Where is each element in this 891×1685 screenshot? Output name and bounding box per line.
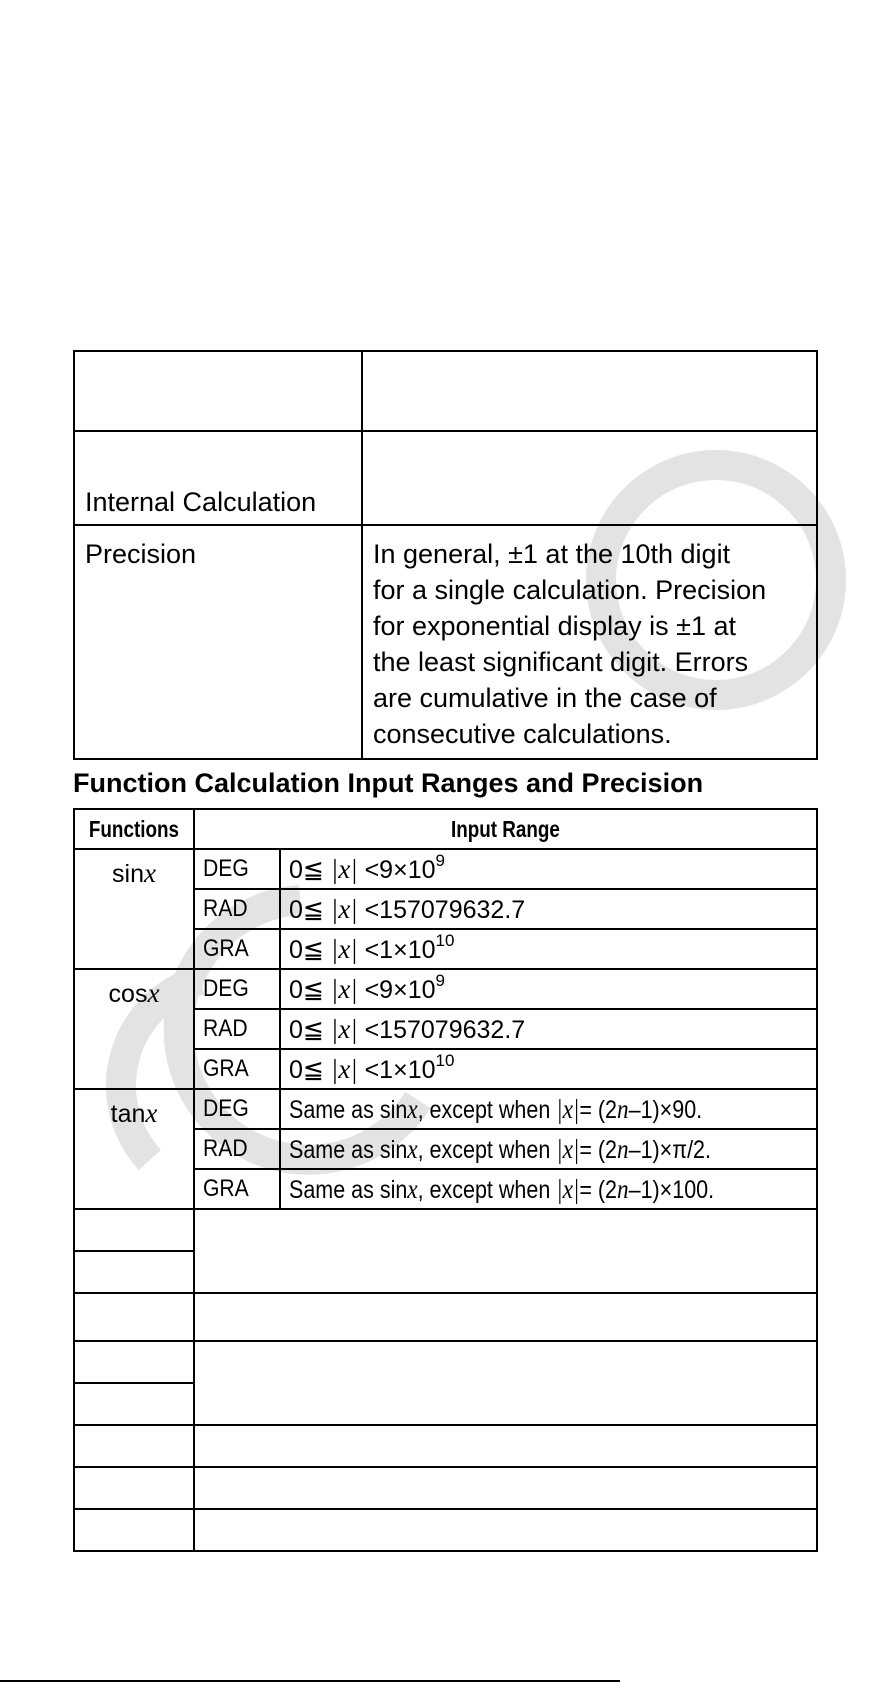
range-tan-rad: Same as sinx, except when |x|= (2n–1)×π/2. xyxy=(280,1129,817,1169)
range-sin-gra: 0≦ $|x| <1\times 10^{10}$ xyxy=(280,929,817,969)
range-cell-empty xyxy=(194,1467,817,1509)
unit-rad: RAD xyxy=(194,1009,280,1049)
precision-line: are cumulative in the case of xyxy=(373,683,717,713)
function-cell-empty xyxy=(74,1251,194,1293)
unit-deg: DEG xyxy=(194,969,280,1009)
range-sin-rad: 0≦ |x| <157079632.7 xyxy=(280,889,817,929)
range-cell-empty xyxy=(194,1425,817,1467)
unit-gra: GRA xyxy=(194,929,280,969)
specs-table xyxy=(73,350,818,760)
range-cell-empty xyxy=(194,1209,817,1293)
page-bottom-rule xyxy=(0,1680,620,1682)
function-name-sin: sinx xyxy=(74,849,194,969)
function-name-tan: tanx xyxy=(74,1089,194,1209)
precision-label: Precision xyxy=(74,525,362,759)
table-row xyxy=(74,1209,817,1251)
function-cell-empty xyxy=(74,1293,194,1341)
table-row xyxy=(74,1467,817,1509)
specs-row-internal xyxy=(74,431,817,525)
function-cell-empty xyxy=(74,1425,194,1467)
precision-line: for a single calculation. Precision xyxy=(373,575,767,605)
unit-rad: RAD xyxy=(194,889,280,929)
precision-line: the least significant digit. Errors xyxy=(373,647,749,677)
range-cos-gra: 0≦ $|x| <1\times 10^{10}$ xyxy=(280,1049,817,1089)
unit-deg: DEG xyxy=(194,1089,280,1129)
function-name-cos: cosx xyxy=(74,969,194,1089)
range-tan-deg: Same as sinx, except when |x|= (2n–1)×90. xyxy=(280,1089,817,1129)
internal-calculation-label: Internal Calculation xyxy=(74,431,362,525)
unit-gra: GRA xyxy=(194,1169,280,1209)
header-functions: Functions xyxy=(74,809,194,849)
unit-gra: GRA xyxy=(194,1049,280,1089)
header-input-range: Input Range xyxy=(194,809,817,849)
table-row xyxy=(74,1293,817,1341)
range-sin-deg: 0≦ $|x| <9\times 10^9$ xyxy=(280,849,817,889)
range-cos-rad: 0≦ |x| <157079632.7 xyxy=(280,1009,817,1049)
range-cell-empty xyxy=(194,1293,817,1341)
function-cell-empty xyxy=(74,1383,194,1425)
table-header-row xyxy=(74,809,817,849)
range-cell-empty xyxy=(194,1509,817,1551)
specs-cell-empty xyxy=(74,351,362,431)
function-cell-empty xyxy=(74,1341,194,1383)
range-cell-empty xyxy=(194,1341,817,1425)
table-row xyxy=(74,1509,817,1551)
precision-line: In general, ±1 at the 10th digit xyxy=(373,539,731,569)
range-cos-deg: 0≦ $|x| <9\times 10^9$ xyxy=(280,969,817,1009)
precision-line: consecutive calculations. xyxy=(373,719,672,749)
internal-calculation-value xyxy=(362,431,817,525)
unit-deg: DEG xyxy=(194,849,280,889)
table-row xyxy=(74,1341,817,1383)
function-cell-empty xyxy=(74,1209,194,1251)
precision-line: for exponential display is ±1 at xyxy=(373,611,737,641)
table-row xyxy=(74,969,817,1009)
specs-row-precision xyxy=(74,525,817,759)
range-tan-gra: Same as sinx, except when |x|= (2n–1)×100. xyxy=(280,1169,817,1209)
precision-description xyxy=(362,525,817,759)
table-row xyxy=(74,849,817,889)
function-cell-empty xyxy=(74,1509,194,1551)
table-row xyxy=(74,1089,817,1129)
table-row xyxy=(74,1425,817,1467)
unit-rad: RAD xyxy=(194,1129,280,1169)
specs-row-empty xyxy=(74,351,817,431)
section-title: Function Calculation Input Ranges and Precision xyxy=(73,768,704,798)
function-input-range-table xyxy=(73,808,818,1552)
specs-cell-empty xyxy=(362,351,817,431)
function-cell-empty xyxy=(74,1467,194,1509)
